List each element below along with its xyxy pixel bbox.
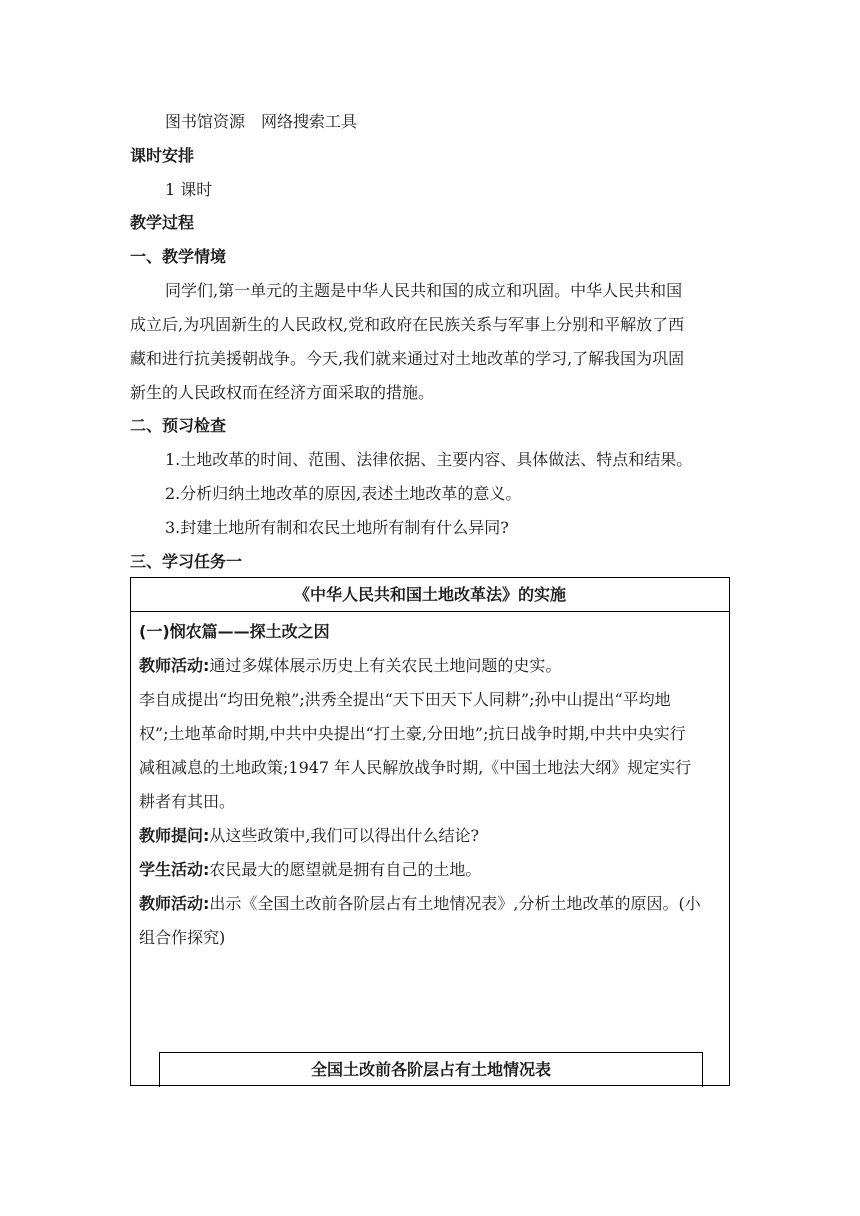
preview-item: 3.封建土地所有制和农民土地所有制有什么异同? [165, 518, 509, 537]
process-heading: 教学过程 [130, 213, 195, 232]
section1-paragraph-line: 新生的人民政权而在经济方面采取的措施。 [130, 383, 435, 402]
search-tools: 网络搜索工具 [261, 112, 358, 131]
student-activity [139, 860, 481, 880]
inner-table-title: 全国土改前各阶层占有土地情况表 [159, 1052, 703, 1087]
history-line: 减租减息的土地政策;1947 年人民解放战争时期,《中国土地法大纲》规定实行 [139, 758, 692, 777]
section1-heading: 一、教学情境 [130, 247, 227, 266]
teacher-question [139, 826, 479, 846]
history-line: 耕者有其田。 [139, 792, 236, 811]
table-title: 《中华人民共和国土地改革法》的实施 [131, 578, 729, 612]
teacher-activity-1 [139, 656, 561, 676]
task-table [130, 577, 730, 1086]
preview-item: 2.分析归纳土地改革的原因,表述土地改革的意义。 [165, 484, 522, 503]
table-subheading: (一)悯农篇——探土改之因 [139, 622, 330, 641]
teacher-activity-text: 通过多媒体展示历史上有关农民土地问题的史实。 [209, 656, 562, 675]
section2-heading: 二、预习检查 [130, 416, 227, 435]
teacher-question-label: 教师提问: [139, 826, 210, 845]
teacher-question-text: 从这些政策中,我们可以得出什么结论? [209, 826, 480, 845]
teacher-activity-2-continued: 组合作探究) [139, 928, 226, 947]
section3-heading: 三、学习任务一 [130, 552, 243, 571]
schedule-value: 1 课时 [165, 180, 213, 199]
library-resources: 图书馆资源 [165, 112, 246, 131]
teacher-activity-label: 教师活动: [139, 656, 210, 675]
history-line: 权”;土地革命时期,中共中央提出“打土豪,分田地”;抗日战争时期,中共中央实行 [139, 724, 686, 743]
teacher-activity-2 [139, 894, 701, 914]
preview-item: 1.土地改革的时间、范围、法律依据、主要内容、具体做法、特点和结果。 [165, 450, 693, 469]
resources-line [165, 112, 357, 132]
schedule-heading: 课时安排 [130, 146, 195, 165]
section1-paragraph-line: 藏和进行抗美援朝战争。今天,我们就来通过对土地改革的学习,了解我国为巩固 [130, 349, 685, 368]
history-line: 李自成提出“均田免粮”;洪秀全提出“天下田天下人同耕”;孙中山提出“平均地 [139, 690, 671, 709]
section1-paragraph-line: 成立后,为巩固新生的人民政权,党和政府在民族关系与军事上分别和平解放了西 [130, 315, 685, 334]
teacher-activity-text: 出示《全国土改前各阶层占有土地情况表》,分析土地改革的原因。(小 [209, 894, 701, 913]
section1-paragraph-line: 同学们,第一单元的主题是中华人民共和国的成立和巩固。中华人民共和国 [165, 281, 683, 300]
teacher-activity-label: 教师活动: [139, 894, 210, 913]
student-activity-text: 农民最大的愿望就是拥有自己的土地。 [209, 860, 482, 879]
student-activity-label: 学生活动: [139, 860, 210, 879]
